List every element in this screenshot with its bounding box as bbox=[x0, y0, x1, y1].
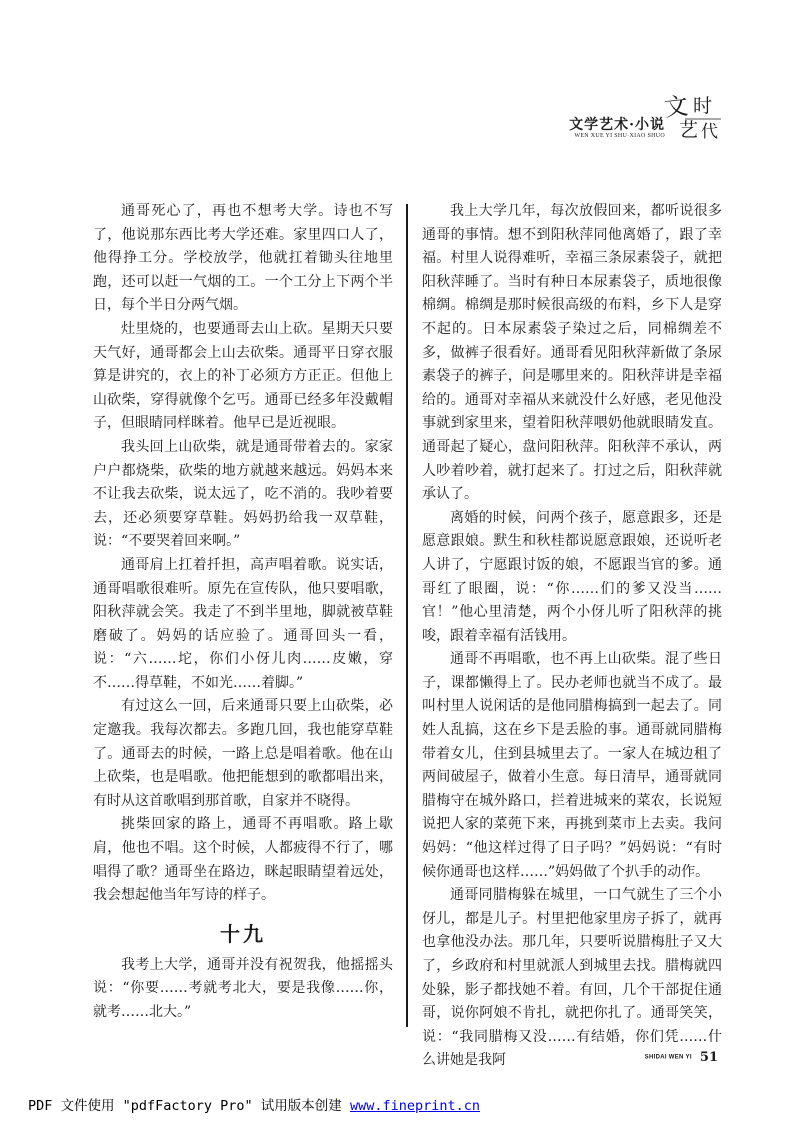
fineprint-link[interactable]: www.fineprint.cn bbox=[349, 1098, 480, 1114]
page-folio bbox=[645, 1047, 718, 1066]
paragraph: 挑柴回家的路上，通哥不再唱歌。路上歇肩，他也不唱。这个时候，人都疲得不行了，哪唱得了歌？通哥坐在路边，眯起眼睛望着远处，我会想起他当年写诗的样子。 bbox=[93, 816, 393, 904]
page-header bbox=[563, 92, 723, 142]
paragraph: 我上大学几年，每次放假回来，都听说很多通哥的事情。想不到阳秋萍同他离婚了，跟了幸福。村里人说得难听，幸福三条尿素袋子，就把阳秋萍睡了。当时有种日本尿素袋子，质地很像棉绸。棉绸是那时候很高级的布料，乡下人是穿不起的。日本尿素袋子染过之后，同棉绸差不多，做裤子很看好。通哥看见阳秋萍新做了条尿素袋子的裤子，问是哪里来的。阳秋萍讲是幸福给的。通哥对幸福从来就没什么好感，老见他没事就到家里来，望着阳秋萍喂奶他就眼睛发直。通哥起了疑心，盘问阳秋萍。阳秋萍不承认，两人吵着吵着，就打起来了。打过之后，阳秋萍就承认了。 bbox=[422, 203, 722, 503]
pdf-creator-note bbox=[28, 1094, 480, 1114]
page-number: 51 bbox=[699, 1050, 718, 1065]
paragraph: 通哥肩上扛着扦担，高声唱着歌。说实话，通哥唱歌很难听。原先在宣传队，他只要唱歌，阳秋萍就会笑。我走了不到半里地，脚就被草鞋磨破了。妈妈的话应验了。通哥回头一看，说：“六……坨，你们小伢儿肉……皮嫩，穿不……得草鞋，不如光……着脚。” bbox=[93, 556, 393, 691]
column-divider bbox=[406, 204, 408, 1027]
section-title: 文学艺术·小说 bbox=[569, 117, 665, 133]
section-pinyin: WEN XUE YI SHU·XIAO SHUO bbox=[574, 133, 665, 139]
magazine-logo bbox=[663, 92, 723, 142]
paragraph: 离婚的时候，问两个孩子，愿意跟多，还是愿意跟娘。默生和秋桂都说愿意跟娘，还说听老人讲了，宁愿跟讨饭的娘，不愿跟当官的爹。通哥红了眼圈，说：“你……们的爹又没当……官！”他心里清楚，两个小伢儿听了阳秋萍的挑唆，跟着幸福有活钱用。 bbox=[422, 509, 722, 644]
chapter-heading: 十九 bbox=[220, 921, 266, 946]
paragraph: 通哥同腊梅躲在城里，一口气就生了三个小伢儿，都是儿子。村里把他家里房子拆了，就再也拿他没办法。那几年，只要听说腊梅肚子又大了，乡政府和村里就派人到城里去找。腊梅就四处躲，影子都找她不着。有回，几个干部捉住通哥，说你阿娘不肯扎，就把你扎了。通哥笑笑，说：“我同腊梅又没……有结婚，你们凭……什么讲她是我阿 bbox=[422, 887, 722, 1069]
svg-text:文: 文 bbox=[663, 92, 690, 123]
svg-text:艺: 艺 bbox=[679, 119, 699, 141]
paragraph: 通哥不再唱歌，也不再上山砍柴。混了些日子，课都懒得上了。民办老师也就当不成了。最叫村里人说闲话的是他同腊梅搞到一起去了。同姓人乱搞，这在乡下是丢脸的事。通哥就同腊梅带着女儿，住到县城里去了。一家人在城边租了两间破屋子，做着小生意。每日清早，通哥就同腊梅守在城外路口，拦着进城来的菜农，长说短说把人家的菜蔸下来，再挑到菜市上去卖。我问妈妈：“他这样过得了日子吗？”妈妈说：“有时候你通哥也这样……”妈妈做了个扒手的动作。 bbox=[422, 651, 722, 880]
paragraph: 我考上大学，通哥并没有祝贺我，他摇摇头说：“你要……考就考北大，要是我像……你，就考……北大。” bbox=[93, 956, 393, 1020]
left-column bbox=[93, 200, 393, 1025]
svg-text:时: 时 bbox=[693, 95, 713, 117]
paragraph: 灶里烧的，也要通哥去山上砍。星期天只要天气好，通哥都会上山去砍柴。通哥平日穿衣服算是讲究的，衣上的补丁必须方方正正。但他上山砍柴，穿得就像个乞丐。通哥已经多年没戴帽子，但眼睛同样眯着。他早已是近视眼。 bbox=[93, 320, 393, 432]
magazine-logo-graphic bbox=[663, 92, 723, 142]
paragraph: 通哥死心了，再也不想考大学。诗也不写了，他说那东西比考大学还难。家里四口人了，他得挣工分。学校放学，他就扛着锄头往地里跑，还可以赶一气烟的工。一个工分上下两个半日，每个半日分两气烟。 bbox=[93, 203, 393, 314]
right-column bbox=[422, 200, 722, 1073]
paragraph: 我头回上山砍柴，就是通哥带着去的。家家户户都烧柴，砍柴的地方就越来越远。妈妈本来不让我去砍柴，说太远了，吃不消的。我吵着要去，还必须要穿草鞋。妈妈扔给我一双草鞋，说：“不要哭着回来啊。” bbox=[93, 438, 393, 550]
folio-magazine-name: SHIDAI WEN YI bbox=[644, 1054, 692, 1061]
paragraph: 有过这么一回，后来通哥只要上山砍柴，必定邀我。我每次都去。多跑几回，我也能穿草鞋了。通哥去的时候，一路上总是唱着歌。他在山上砍柴，也是唱歌。他把能想到的歌都唱出来，有时从这首歌唱到那首歌，自家并不晓得。 bbox=[93, 698, 393, 809]
footer-text: PDF 文件使用 "pdfFactory Pro" 试用版本创建 bbox=[28, 1098, 350, 1114]
svg-text:代: 代 bbox=[701, 122, 718, 142]
